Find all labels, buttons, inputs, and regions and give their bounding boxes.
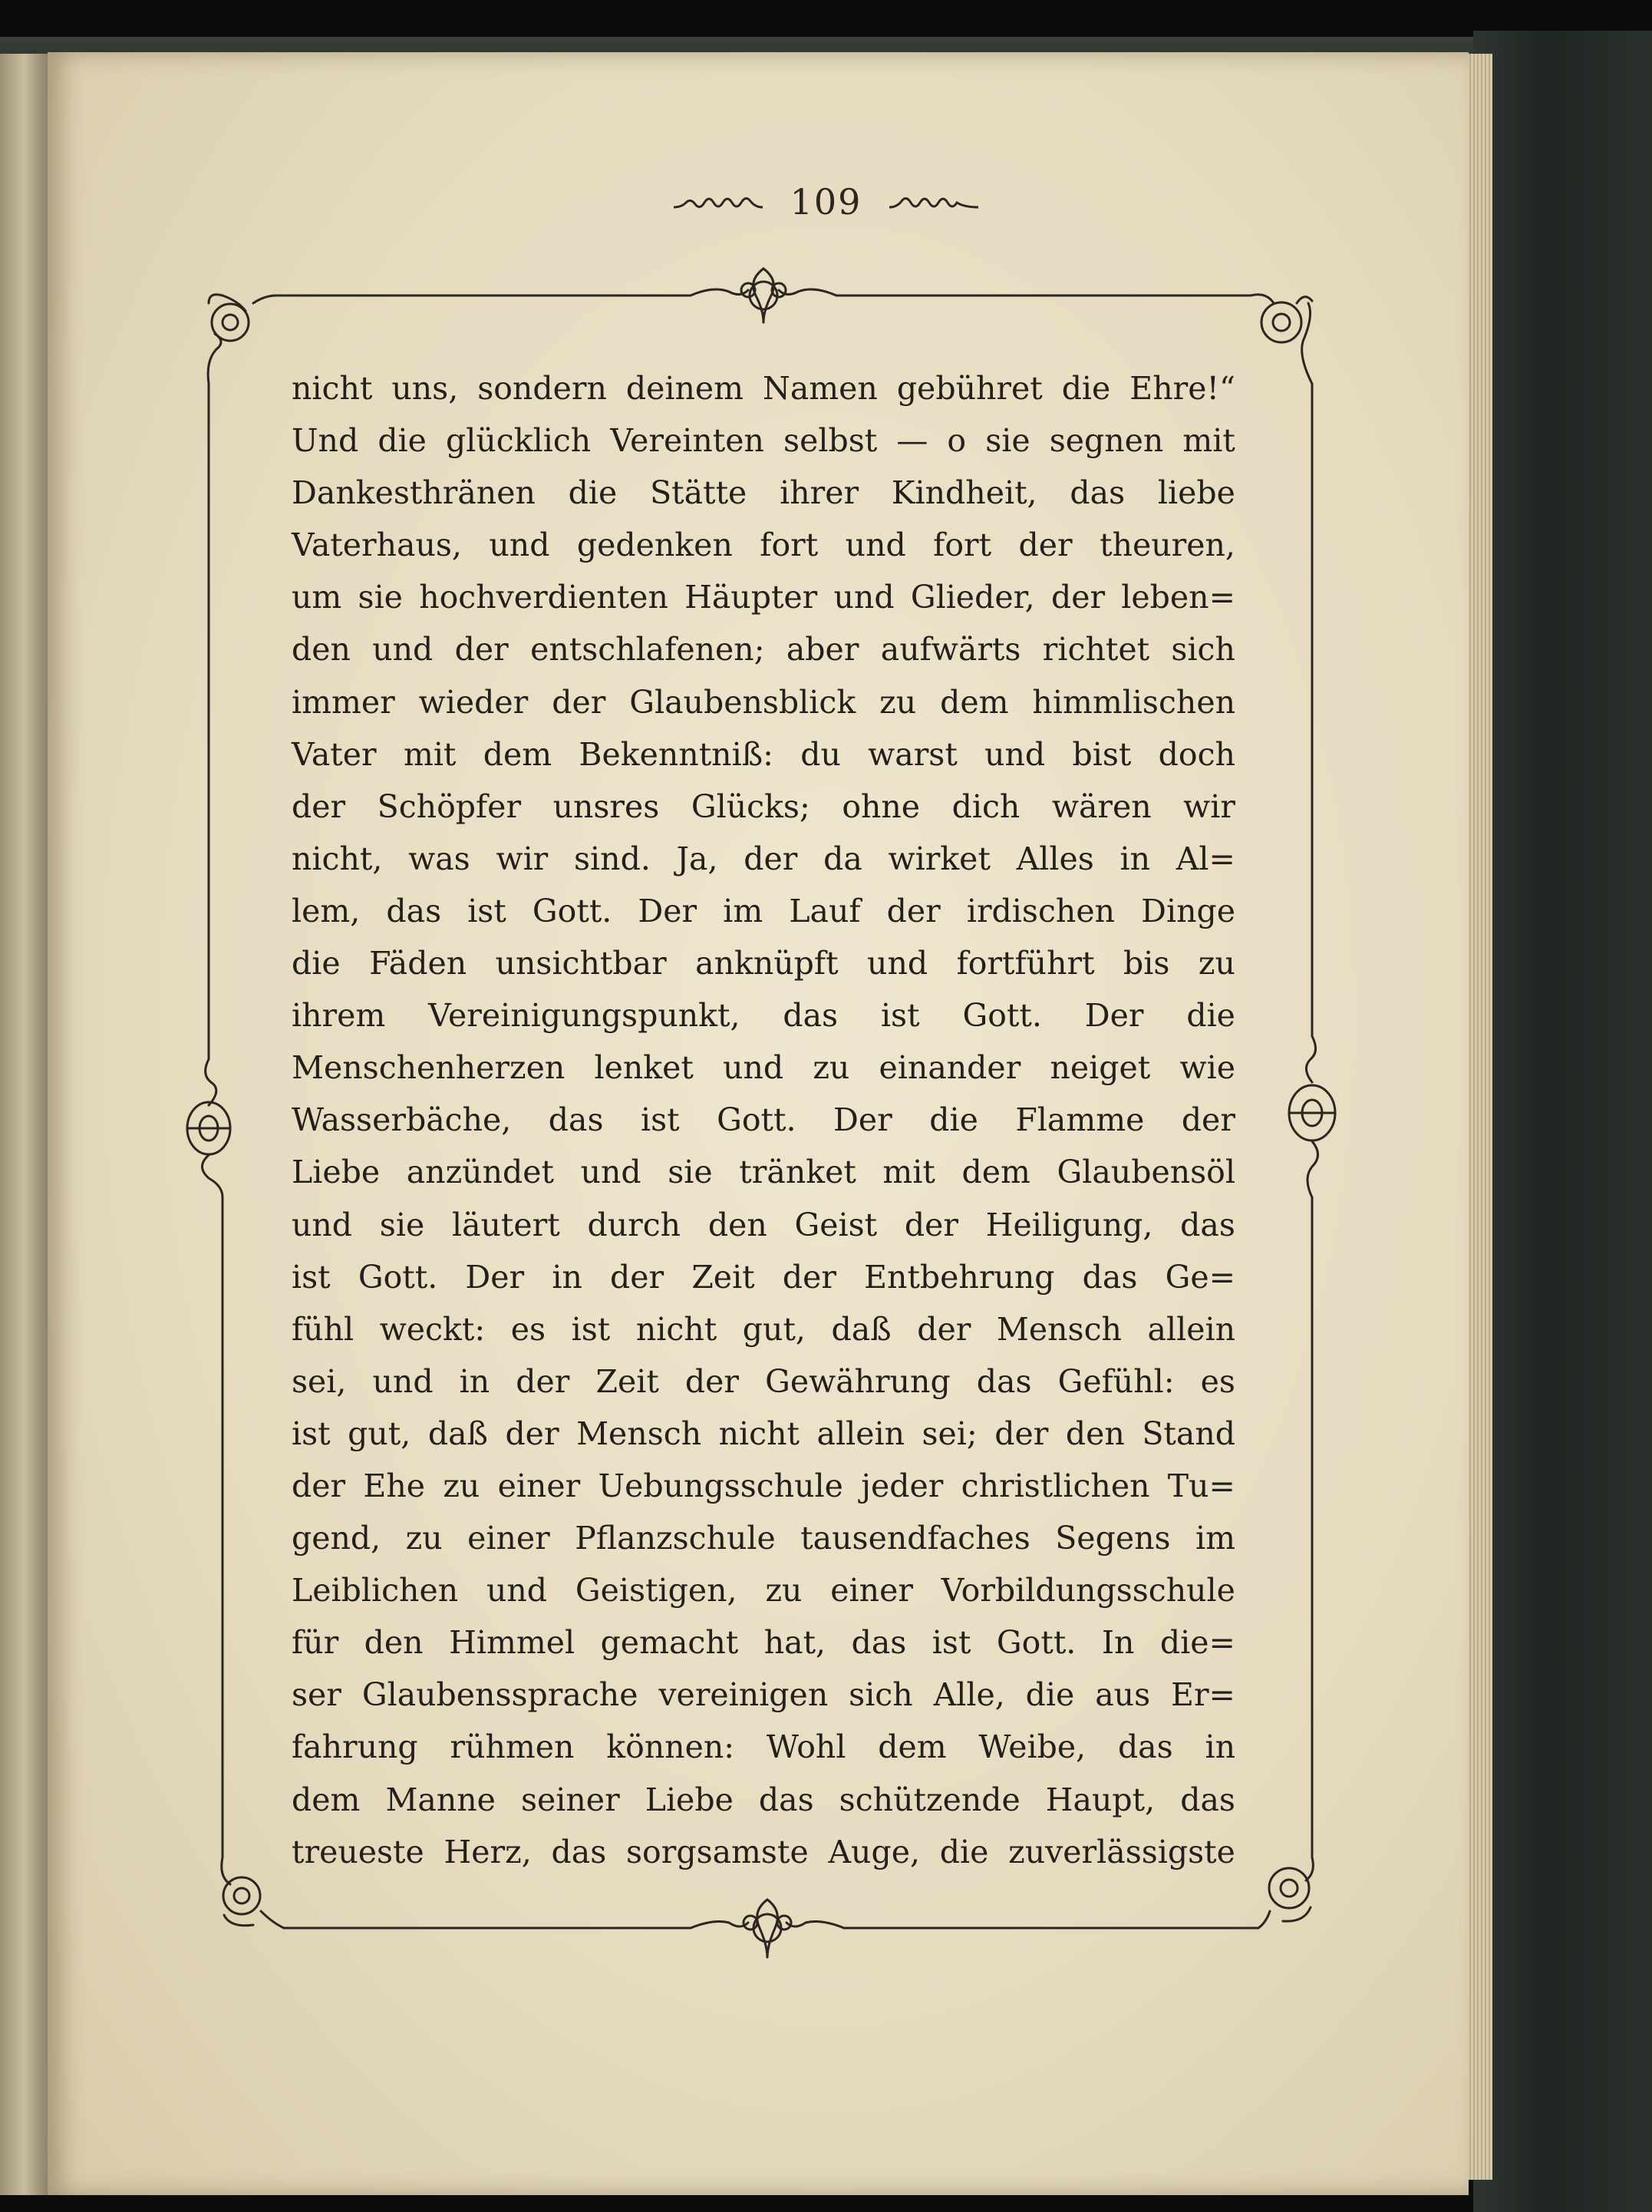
word: das [1180, 1206, 1235, 1243]
word: Vereinten [610, 422, 764, 460]
word: mit [403, 735, 457, 773]
word: die= [1159, 1624, 1235, 1662]
word: mit [1182, 422, 1235, 460]
word: tränket [739, 1154, 856, 1191]
word: gedenken [576, 527, 733, 564]
word: Gott. [996, 1624, 1077, 1662]
right-squiggle-ornament [888, 190, 980, 213]
word: richtet [1042, 631, 1150, 669]
word: läutert [451, 1206, 560, 1243]
word: aus [1095, 1676, 1151, 1714]
word: nicht [718, 1415, 800, 1452]
word: Vorbildungsschule [941, 1572, 1235, 1609]
word: Dinge [1141, 892, 1235, 929]
text-line [292, 781, 1235, 833]
word: ist [880, 997, 920, 1035]
word: dem [483, 735, 552, 773]
word: ihrem [292, 997, 386, 1035]
word: Der [1084, 997, 1144, 1035]
word: ist [292, 1415, 331, 1452]
word: der [917, 1310, 971, 1348]
word: lem, [292, 892, 361, 929]
word: Glaubensblick [629, 683, 856, 721]
word: sind. [574, 840, 651, 877]
word: weckt: [379, 1310, 486, 1348]
page-number: 109 [790, 181, 862, 223]
word: jeder [861, 1467, 944, 1504]
word: Gott. [717, 1101, 796, 1139]
word: der [552, 683, 606, 721]
word: treueste [292, 1833, 424, 1870]
word: Ehre!“ [1129, 370, 1235, 407]
word: Al= [1176, 840, 1235, 877]
word: der [516, 1362, 570, 1400]
left-squiggle-ornament [672, 190, 764, 213]
word: Herz, [444, 1833, 532, 1870]
word: Vereinigungspunkt, [428, 997, 740, 1035]
word: dem [961, 1154, 1030, 1191]
word: Bekenntniß: [579, 735, 773, 773]
word: und [867, 945, 928, 982]
text-line [292, 1460, 1235, 1512]
word: Fäden [369, 945, 467, 982]
word: und [489, 527, 550, 564]
word: Weibe, [978, 1728, 1086, 1766]
word: Der [638, 892, 697, 929]
word: Ehe [363, 1467, 426, 1504]
word: gut, [742, 1310, 806, 1348]
word: der [744, 840, 798, 877]
word: das [783, 997, 839, 1035]
word: Manne [385, 1781, 496, 1818]
word: Auge, [828, 1833, 921, 1870]
word: zu [765, 1572, 803, 1609]
text-line [292, 1303, 1235, 1355]
text-line [292, 1564, 1235, 1616]
word: gebühret [896, 370, 1043, 407]
word: Gott. [532, 892, 612, 929]
word: das [976, 1362, 1032, 1400]
word: in [1119, 840, 1151, 877]
word: Wohl [766, 1728, 846, 1766]
word: nicht [635, 1310, 717, 1348]
text-line [292, 571, 1235, 623]
word: und [845, 527, 906, 564]
word: wirket [888, 840, 991, 877]
word: Ge= [1165, 1258, 1235, 1296]
word: Gefühl: [1057, 1362, 1175, 1400]
text-line [292, 833, 1235, 885]
word: die [568, 474, 618, 512]
word: der [782, 1258, 836, 1296]
text-line [292, 362, 1235, 414]
word: im [723, 892, 763, 929]
word: bis [1123, 945, 1170, 982]
text-line [292, 1146, 1235, 1198]
word: es [510, 1310, 546, 1348]
word: das [1180, 1781, 1235, 1818]
word: uns, [391, 370, 459, 407]
word: dem [292, 1781, 361, 1818]
word: nicht [292, 370, 373, 407]
word: schützende [839, 1781, 1021, 1818]
word: der [610, 1258, 664, 1296]
text-line [292, 1826, 1235, 1878]
word: das [851, 1624, 907, 1662]
word: sie [985, 422, 1030, 460]
word: Pflanzschule [575, 1520, 776, 1557]
text-line [292, 937, 1235, 989]
word: zu [443, 1467, 480, 1504]
word: und [292, 1206, 353, 1243]
word: Mensch [996, 1310, 1122, 1348]
word: Mensch [576, 1415, 702, 1452]
word: die [1061, 370, 1111, 407]
word: den [292, 631, 351, 669]
word: der [454, 631, 509, 669]
word: Gott. [962, 997, 1042, 1035]
word: zu [1198, 945, 1235, 982]
word: das [548, 1101, 604, 1139]
word: da [823, 840, 862, 877]
word: unsichtbar [495, 945, 667, 982]
word: wie [1179, 1049, 1235, 1087]
body-text [292, 362, 1235, 1878]
word: vereinigen [658, 1676, 829, 1714]
word: fortführt [956, 945, 1095, 982]
word: in [552, 1258, 582, 1296]
word: dich [951, 787, 1021, 825]
word: anknüpft [695, 945, 839, 982]
text-line [292, 1042, 1235, 1094]
word: und [833, 579, 895, 616]
word: Dankesthränen [292, 474, 536, 512]
word: hochverdienten [419, 579, 668, 616]
word: unsres [552, 787, 660, 825]
word: die [292, 945, 341, 982]
word: ser [292, 1676, 341, 1714]
word: irdischen [966, 892, 1115, 929]
word: Zeit [595, 1362, 659, 1400]
word: Der [465, 1258, 525, 1296]
word: liebe [1157, 474, 1235, 512]
word: aber [786, 631, 859, 669]
word: sie [668, 1154, 713, 1191]
word: Segens [1055, 1520, 1171, 1557]
word: Und [292, 422, 359, 460]
word: wieder [418, 683, 529, 721]
word: rühmen [450, 1728, 575, 1766]
word: sei; [922, 1415, 978, 1452]
word: zu [405, 1520, 443, 1557]
word: fühl [292, 1310, 354, 1348]
word: sich [849, 1676, 913, 1714]
text-line [292, 1199, 1235, 1251]
word: der [292, 1467, 346, 1504]
word: den [707, 1206, 767, 1243]
text-line [292, 1512, 1235, 1564]
word: wir [1183, 787, 1235, 825]
word: tausendfaches [800, 1520, 1030, 1557]
word: die [939, 1833, 989, 1870]
word: allein [1147, 1310, 1235, 1348]
word: wir [496, 840, 549, 877]
word: du [800, 735, 841, 773]
word: einer [830, 1572, 913, 1609]
word: Alle, [933, 1676, 1005, 1714]
word: Glieder, [910, 579, 1035, 616]
word: Kindheit, [891, 474, 1037, 512]
word: wären [1051, 787, 1152, 825]
word: leben= [1121, 579, 1235, 616]
word: ist [932, 1624, 971, 1662]
word: das [551, 1833, 607, 1870]
word: deinem [625, 370, 744, 407]
word: dem [878, 1728, 947, 1766]
text-line [292, 1408, 1235, 1460]
text-line [292, 414, 1235, 467]
word: glücklich [446, 422, 592, 460]
word: Uebungsschule [598, 1467, 843, 1504]
word: und [723, 1049, 784, 1087]
word: ist [292, 1258, 331, 1296]
text-line [292, 989, 1235, 1042]
word: das [758, 1781, 814, 1818]
word: aufwärts [880, 631, 1021, 669]
word: ihrer [780, 474, 859, 512]
word: Haupt, [1045, 1781, 1156, 1818]
word: Himmel [449, 1624, 575, 1662]
word: Gott. [358, 1258, 438, 1296]
word: Namen [762, 370, 878, 407]
word: und [372, 631, 434, 669]
word: fahrung [292, 1728, 418, 1766]
word: fort [933, 527, 992, 564]
word: Er= [1171, 1676, 1235, 1714]
word: für [292, 1624, 339, 1662]
word: einer [497, 1467, 581, 1504]
word: der [684, 1362, 739, 1400]
word: Flamme [1015, 1101, 1145, 1139]
word: und [486, 1572, 548, 1609]
word: Vater [292, 735, 377, 773]
word: theuren, [1100, 527, 1235, 564]
word: allein [816, 1415, 905, 1452]
word: den [1065, 1415, 1125, 1452]
word: Liebe [292, 1154, 381, 1191]
text-line [292, 1721, 1235, 1773]
word: um [292, 579, 342, 616]
word: Entbehrung [864, 1258, 1055, 1296]
word: die [378, 422, 427, 460]
word: die [1186, 997, 1235, 1035]
text-line [292, 623, 1235, 675]
text-line [292, 467, 1235, 519]
word: sie [379, 1206, 425, 1243]
word: was [408, 840, 470, 877]
word: sorgsamste [626, 1833, 809, 1870]
word: Geistigen, [575, 1572, 737, 1609]
text-line [292, 519, 1235, 571]
word: der [994, 1415, 1049, 1452]
word: himmlischen [1032, 683, 1235, 721]
page-header [0, 175, 1652, 229]
word: zu [813, 1049, 850, 1087]
word: daß [831, 1310, 892, 1348]
word: daß [427, 1415, 488, 1452]
word: ist [467, 892, 506, 929]
word: seiner [520, 1781, 620, 1818]
word: Gewährung [765, 1362, 951, 1400]
word: sich [1171, 631, 1235, 669]
word: — [896, 422, 928, 460]
text-line [292, 1669, 1235, 1721]
word: einer [467, 1520, 550, 1557]
text-line [292, 1355, 1235, 1408]
word: das [1070, 474, 1126, 512]
text-line [292, 1094, 1235, 1146]
word: Wasserbäche, [292, 1101, 512, 1139]
word: o [947, 422, 967, 460]
word: christlichen [961, 1467, 1150, 1504]
word: Leiblichen [292, 1572, 459, 1609]
word: den [364, 1624, 424, 1662]
word: Glaubenssprache [361, 1676, 638, 1714]
text-line [292, 885, 1235, 937]
word: gend, [292, 1520, 381, 1557]
word: Tu= [1167, 1467, 1235, 1504]
word: mit [882, 1154, 935, 1191]
word: zuverlässigste [1008, 1833, 1235, 1870]
text-line [292, 1616, 1235, 1669]
word: das [386, 892, 442, 929]
word: das [1117, 1728, 1173, 1766]
word: Glücks; [691, 787, 810, 825]
word: Lauf [789, 892, 861, 929]
word: der [1181, 1101, 1235, 1139]
text-line [292, 728, 1235, 781]
word: zu [879, 683, 917, 721]
word: gemacht [600, 1624, 739, 1662]
word: Heiligung, [985, 1206, 1153, 1243]
word: durch [587, 1206, 681, 1243]
word: ist [571, 1310, 611, 1348]
word: Glaubensöl [1057, 1154, 1235, 1191]
word: warst [868, 735, 958, 773]
word: segnen [1049, 422, 1164, 460]
word: es [1200, 1362, 1235, 1400]
text-line [292, 676, 1235, 728]
word: in [459, 1362, 490, 1400]
word: der [1018, 527, 1073, 564]
book-cover-right [1473, 31, 1652, 2212]
word: Schöpfer [377, 787, 522, 825]
word: In [1101, 1624, 1135, 1662]
word: Häupter [684, 579, 818, 616]
word: Liebe [645, 1781, 734, 1818]
word: ohne [842, 787, 921, 825]
word: selbst [783, 422, 878, 460]
word: hat, [763, 1624, 826, 1662]
word: sie [358, 579, 403, 616]
text-line [292, 1251, 1235, 1303]
word: Menschenherzen [292, 1049, 566, 1087]
word: lenket [594, 1049, 694, 1087]
word: Vaterhaus, [292, 527, 462, 564]
word: immer [292, 683, 395, 721]
word: Stand [1142, 1415, 1235, 1452]
word: und [580, 1154, 641, 1191]
word: einander [879, 1049, 1021, 1087]
word: der [505, 1415, 559, 1452]
word: dem [940, 683, 1009, 721]
word: ist [641, 1101, 680, 1139]
word: können: [606, 1728, 735, 1766]
word: bist [1072, 735, 1132, 773]
word: der [1050, 579, 1106, 616]
word: sondern [477, 370, 607, 407]
word: gut, [348, 1415, 411, 1452]
word: in [1205, 1728, 1235, 1766]
word: entschlafenen; [530, 631, 765, 669]
word: die [1025, 1676, 1075, 1714]
word: und [984, 735, 1046, 773]
text-line [292, 1774, 1235, 1826]
word: fort [760, 527, 819, 564]
word: der [292, 787, 346, 825]
word: Stätte [650, 474, 747, 512]
word: Alles [1016, 840, 1094, 877]
word: und [372, 1362, 434, 1400]
word: neiget [1050, 1049, 1151, 1087]
word: Der [833, 1101, 892, 1139]
word: die [929, 1101, 978, 1139]
word: der [904, 1206, 958, 1243]
word: Geist [794, 1206, 878, 1243]
word: Ja, [676, 840, 718, 877]
word: das [1082, 1258, 1138, 1296]
word: anzündet [406, 1154, 554, 1191]
word: Zeit [691, 1258, 755, 1296]
left-page-edge [0, 54, 54, 2195]
word: der [886, 892, 941, 929]
word: im [1195, 1520, 1235, 1557]
word: sei, [292, 1362, 347, 1400]
word: doch [1158, 735, 1235, 773]
word: nicht, [292, 840, 383, 877]
